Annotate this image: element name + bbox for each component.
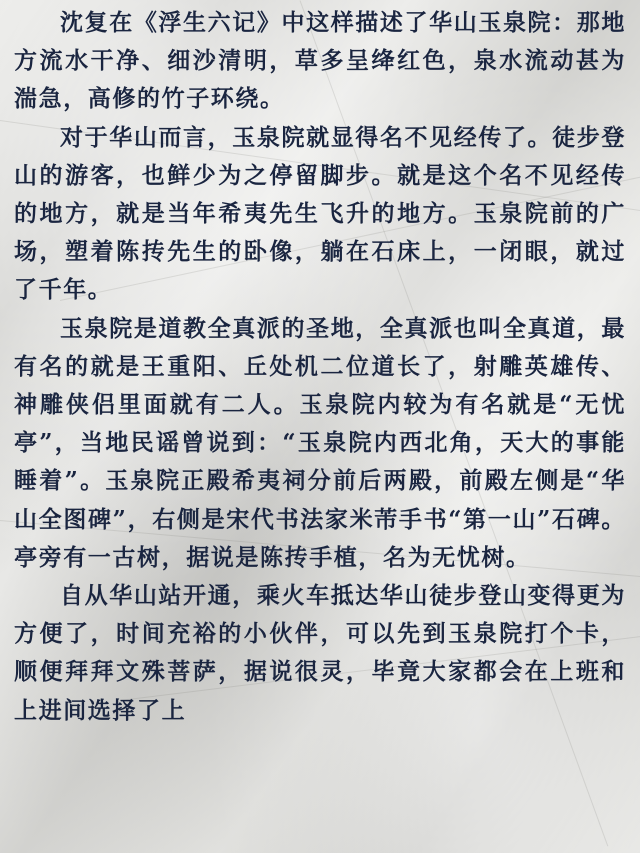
paragraph-2: 对于华山而言，玉泉院就显得名不见经传了。徒步登山的游客，也鲜少为之停留脚步。就是这个名不见经传的地方，就是当年希夷先生飞升的地方。玉泉院前的广场，塑着陈抟先生的卧像，躺在石床上，一闭眼，就过了千年。 <box>14 123 626 304</box>
paragraph-3: 玉泉院是道教全真派的圣地，全真派也叫全真道，最有名的就是王重阳、丘处机二位道长了，射雕英雄传、神雕侠侣里面就有二人。玉泉院内较为有名就是“无忧亭”，当地民谣曾说到：“玉泉院内西北角，天大的事能睡着”。玉泉院正殿希夷祠分前后两殿，前殿左侧是“华山全图碑”，右侧是宋代书法家米芾手书“第一山”石碑。亭旁有一古树，据说是陈抟手植，名为无忧树。 <box>14 314 626 571</box>
paragraph-4: 自从华山站开通，乘火车抵达华山徒步登山变得更为方便了，时间充裕的小伙伴，可以先到玉泉院打个卡，顺便拜拜文殊菩萨，据说很灵，毕竟大家都会在上班和上进间选择了上 <box>14 582 626 724</box>
paragraph-1: 沈复在《浮生六记》中这样描述了华山玉泉院：那地方流水干净、细沙清明，草多呈绛红色，泉水流动甚为湍急，高修的竹子环绕。 <box>14 9 626 113</box>
article-text <box>14 4 626 730</box>
